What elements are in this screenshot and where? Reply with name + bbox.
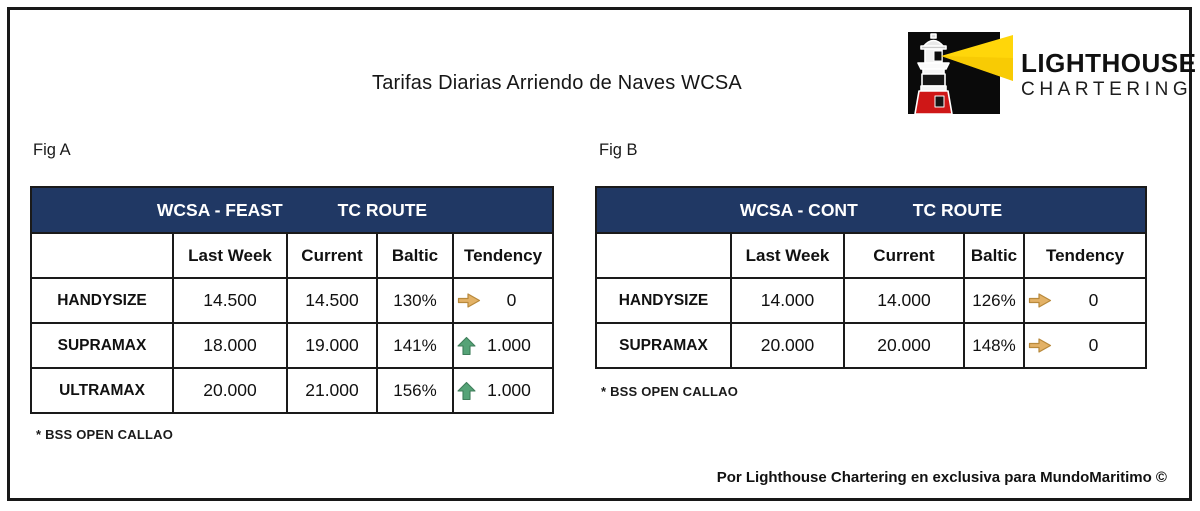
tendency-value: 0: [506, 290, 517, 310]
up-arrow-icon: [457, 336, 476, 356]
fig-b-table: [595, 186, 1147, 369]
fig-b-col-last-week: Last Week: [731, 233, 844, 278]
fig-b-col-tendency: Tendency: [1024, 233, 1146, 278]
tendency-value: 0: [1088, 335, 1099, 355]
baltic-value: 148%: [964, 323, 1024, 368]
fig-b-route-header: [596, 187, 1146, 233]
current-value: 21.000: [287, 368, 377, 413]
fig-a-route-type: TC ROUTE: [337, 199, 428, 220]
tendency-value: 1.000: [487, 335, 531, 355]
fig-b-column-headers: [596, 233, 1146, 278]
last-week-value: 20.000: [731, 323, 844, 368]
last-week-value: 18.000: [173, 323, 287, 368]
logo-line1: LIGHTHOUSE: [1021, 48, 1197, 78]
current-value: 19.000: [287, 323, 377, 368]
fig-a-col-current: Current: [287, 233, 377, 278]
current-value: 14.000: [844, 278, 964, 323]
tendency-cell: [453, 368, 553, 413]
fig-b-label: Fig B: [599, 141, 638, 159]
last-week-value: 20.000: [173, 368, 287, 413]
fig-a-label: Fig A: [33, 141, 71, 159]
current-value: 20.000: [844, 323, 964, 368]
vessel-name: SUPRAMAX: [31, 323, 173, 368]
flat-arrow-icon: [457, 292, 481, 309]
fig-a-col-tendency: Tendency: [453, 233, 553, 278]
table-row: [31, 278, 553, 323]
fig-b-route-name: WCSA - CONT: [739, 199, 858, 220]
tendency-value: 1.000: [487, 380, 531, 400]
flat-arrow-icon: [1028, 292, 1052, 309]
fig-b-col-empty: [596, 233, 731, 278]
fig-a-route-header: [31, 187, 553, 233]
lighthouse-chartering-logo: [905, 28, 1197, 120]
logo-wordmark: [1021, 28, 1196, 100]
fig-a-col-baltic: Baltic: [377, 233, 453, 278]
fig-a-route-name: WCSA - FEAST: [156, 199, 283, 220]
vessel-name: SUPRAMAX: [596, 323, 731, 368]
last-week-value: 14.500: [173, 278, 287, 323]
fig-b-col-baltic: Baltic: [964, 233, 1024, 278]
table-row: [596, 323, 1146, 368]
fig-a-column-headers: [31, 233, 553, 278]
fig-a-footnote: * BSS OPEN CALLAO: [36, 427, 174, 442]
attribution-text: Por Lighthouse Chartering en exclusiva para MundoMaritimo ©: [716, 469, 1167, 486]
vessel-name: ULTRAMAX: [31, 368, 173, 413]
last-week-value: 14.000: [731, 278, 844, 323]
current-value: 14.500: [287, 278, 377, 323]
tendency-cell: [1024, 323, 1146, 368]
tendency-cell: [453, 278, 553, 323]
logo-line2: CHARTERING: [1021, 79, 1193, 101]
baltic-value: 141%: [377, 323, 453, 368]
tendency-value: 0: [1088, 290, 1099, 310]
vessel-name: HANDYSIZE: [31, 278, 173, 323]
table-row: [31, 368, 553, 413]
flat-arrow-icon: [1028, 337, 1052, 354]
tendency-cell: [453, 323, 553, 368]
baltic-value: 126%: [964, 278, 1024, 323]
fig-a-table: [30, 186, 554, 414]
up-arrow-icon: [457, 381, 476, 401]
fig-b-footnote: * BSS OPEN CALLAO: [601, 384, 739, 399]
baltic-value: 130%: [377, 278, 453, 323]
page-title: Tarifas Diarias Arriendo de Naves WCSA: [372, 72, 742, 94]
tendency-cell: [1024, 278, 1146, 323]
table-row: [596, 278, 1146, 323]
fig-a-col-last-week: Last Week: [173, 233, 287, 278]
fig-b-col-current: Current: [844, 233, 964, 278]
baltic-value: 156%: [377, 368, 453, 413]
fig-b-route-type: TC ROUTE: [912, 199, 1003, 220]
lighthouse-logo-icon: [905, 28, 1017, 118]
vessel-name: HANDYSIZE: [596, 278, 731, 323]
table-row: [31, 323, 553, 368]
fig-a-col-empty: [31, 233, 173, 278]
